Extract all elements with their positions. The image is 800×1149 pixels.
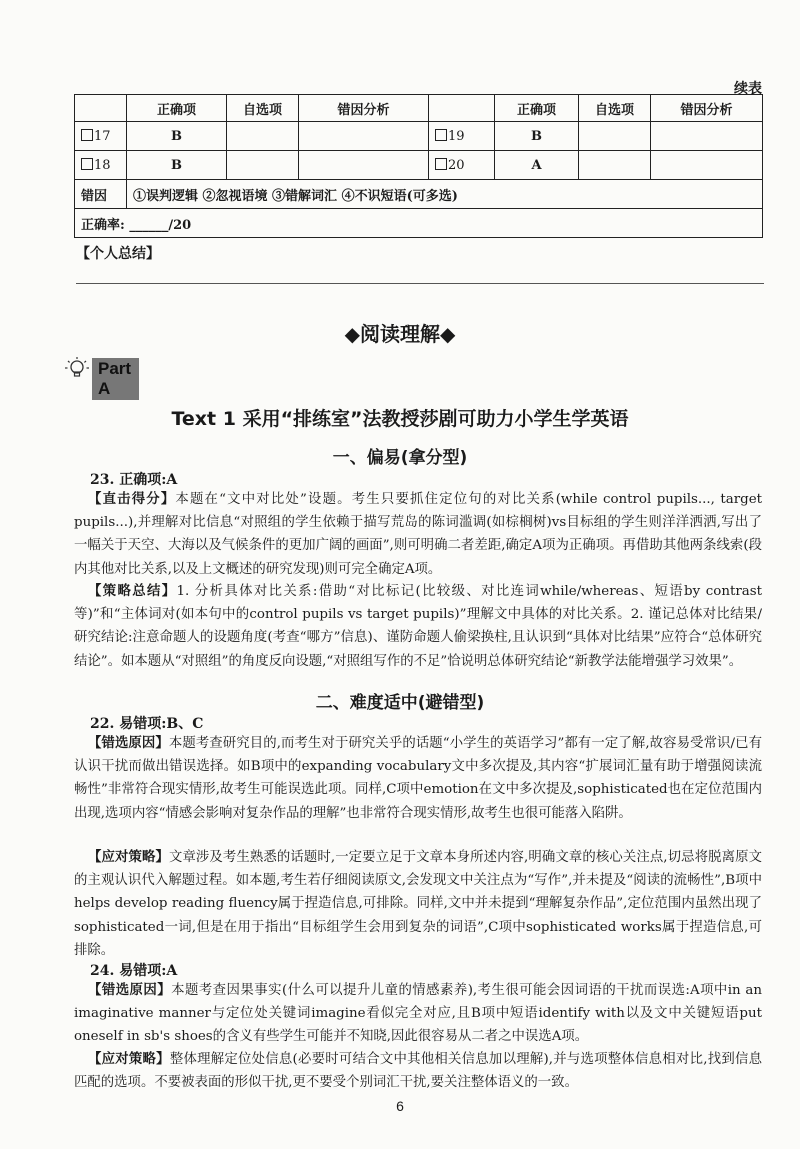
q23-correct: 23. 正确项:A (90, 472, 178, 488)
question-number: 17 (94, 128, 111, 144)
correct-answer: B (495, 122, 579, 151)
header-error-analysis: 错因分析 (651, 95, 763, 122)
header-correct: 正确项 (495, 95, 579, 122)
accuracy-label: 正确率: (81, 217, 125, 233)
tag-label: 【错选原因】 (88, 735, 169, 751)
answer-table (74, 94, 763, 238)
paragraph-text: 本题在“文中对比处”设题。考生只要抓住定位句的对比关系(while control pupils..., target pupils...),并理解对比信息“对照组的学生依赖于描写荒岛的陈词滥调(如棕榈树)vs目标组的学生则洋洋洒洒,写出了一幅关于天空、大海以及气候条件的更加广阔的画面”,则可明确二者差距,确定A项为正确项。再借助其他两条线索(段内其他对比关系,以及上文概述的研究发现)则可完全确定A项。 (74, 492, 762, 577)
lightbulb-icon (64, 356, 90, 382)
checkbox[interactable] (81, 129, 93, 141)
question-number: 18 (94, 157, 111, 173)
page-number: 6 (396, 1098, 404, 1114)
checkbox[interactable] (435, 158, 447, 170)
q24-wrong: 24. 易错项:A (90, 963, 178, 979)
part-label: Part A (92, 358, 139, 400)
paragraph-text: 本题考查研究目的,而考生对于研究关乎的话题“小学生的英语学习”都有一定了解,故容易受常识/已有认识干扰而做出错误选择。如B项中的expanding vocabulary文中多次提及,其内容“扩展词汇量有助于增强阅读流畅性”非常符合现实情形,故考生可能误选此项。同样,C项中emotion在文中多次提及,sophisticated也在定位范围内出现,选项内容“情感会影响对复杂作品的理解”也非常符合现实情形,故考生也很可能落入陷阱。 (74, 736, 763, 821)
header-self-choice: 自选项 (579, 95, 651, 122)
paragraph-text: 文章涉及考生熟悉的话题时,一定要立足于文章本身所述内容,明确文章的核心关注点,切忌将脱离原文的主观认识代入解题过程。如本题,考生若仔细阅读原文,会发现文中关注点为“写作”,并未提及“阅读的流畅性”,B项中helps develop reading fluency属于捏造信息,可排除。同样,文中并未提到“理解复杂作品”,定位范围内虽然出现了sophisticated一词,但是在用于指出“目标组学生会用到复杂的词语”,C项中sophisticated works属于捏造信息,可排除。 (74, 850, 762, 958)
tag-label: 【应对策略】 (88, 1051, 170, 1067)
accuracy-row (75, 209, 763, 238)
table-row (75, 122, 763, 151)
error-analysis-cell[interactable] (651, 122, 763, 151)
error-analysis-cell[interactable] (299, 122, 429, 151)
subheading-easy: 一、偏易(拿分型) (332, 448, 468, 468)
error-analysis-cell[interactable] (299, 151, 429, 180)
section-title: ◆阅读理解◆ (344, 322, 456, 346)
paragraph-direct-score (74, 488, 762, 581)
paragraph-text: 1. 分析具体对比关系:借助“对比标记(比较级、对比连词while/whereas、短语by contrast等)”和“主体词对(如本句中的control pupils vs target pupils)”理解文中具体的对比关系。2. 谨记总体对比结果/研究结论:注意命题人的设题角度(考查“哪方”信息)、谨防命题人偷梁换柱,且认识到“具体对比结果”应符合“总体研究结论”。如本题从“对照组”的角度反向设题,“对照组写作的不足”恰说明总体研究结论“新教学法能增强学习效果”。 (74, 584, 762, 669)
correct-answer: B (127, 122, 227, 151)
self-choice-cell[interactable] (227, 122, 299, 151)
paragraph-strategy-summary (74, 580, 762, 673)
checkbox[interactable] (81, 158, 93, 170)
continued-label: 续表 (734, 81, 762, 97)
header-self-choice: 自选项 (227, 95, 299, 122)
self-choice-cell[interactable] (227, 151, 299, 180)
paragraph-text: 本题考查因果事实(什么可以提升儿童的情感素养),考生很可能会因词语的干扰而误选:A项中in an imaginative manner与定位处关键词imagine看似完全对应,且B项中短语identify with以及文中关键短语put oneself in sb's shoes的含义有些学生可能并不知晓,因此很容易从二者之中误选A项。 (74, 983, 763, 1045)
correct-answer: B (127, 151, 227, 180)
paragraph-response-strategy (74, 846, 762, 962)
table-row (75, 151, 763, 180)
paragraph-text: 整体理解定位处信息(必要时可结合文中其他相关信息加以理解),并与选项整体信息相对比,找到信息匹配的选项。不要被表面的形似干扰,更不要受个别词汇干扰,要关注整体语义的一致。 (74, 1052, 763, 1091)
question-number: 19 (448, 128, 465, 144)
error-label: 错因 (75, 180, 127, 209)
summary-divider (76, 283, 764, 284)
accuracy-value[interactable]: ______/20 (129, 217, 192, 233)
tag-label: 【策略总结】 (88, 583, 177, 599)
checkbox[interactable] (435, 129, 447, 141)
self-choice-cell[interactable] (579, 122, 651, 151)
paragraph-wrong-reason (74, 732, 762, 825)
error-reason-row (75, 180, 763, 209)
header-correct: 正确项 (127, 95, 227, 122)
correct-answer: A (495, 151, 579, 180)
subheading-medium: 二、难度适中(避错型) (315, 693, 485, 713)
text-title: Text 1 采用“排练室”法教授莎剧可助力小学生学英语 (171, 408, 629, 430)
error-analysis-cell[interactable] (651, 151, 763, 180)
q22-wrong: 22. 易错项:B、C (90, 716, 204, 732)
table-header-row (75, 95, 763, 122)
error-options: ①误判逻辑 ②忽视语境 ③错解词汇 ④不识短语(可多选) (127, 180, 763, 209)
tag-label: 【应对策略】 (88, 849, 169, 865)
question-number: 20 (448, 157, 465, 173)
tag-label: 【直击得分】 (88, 491, 176, 507)
self-choice-cell[interactable] (579, 151, 651, 180)
personal-summary-label: 【个人总结】 (76, 246, 160, 262)
paragraph-wrong-reason (74, 979, 762, 1049)
tag-label: 【错选原因】 (88, 982, 172, 998)
header-error-analysis: 错因分析 (299, 95, 429, 122)
paragraph-response-strategy (74, 1048, 762, 1094)
